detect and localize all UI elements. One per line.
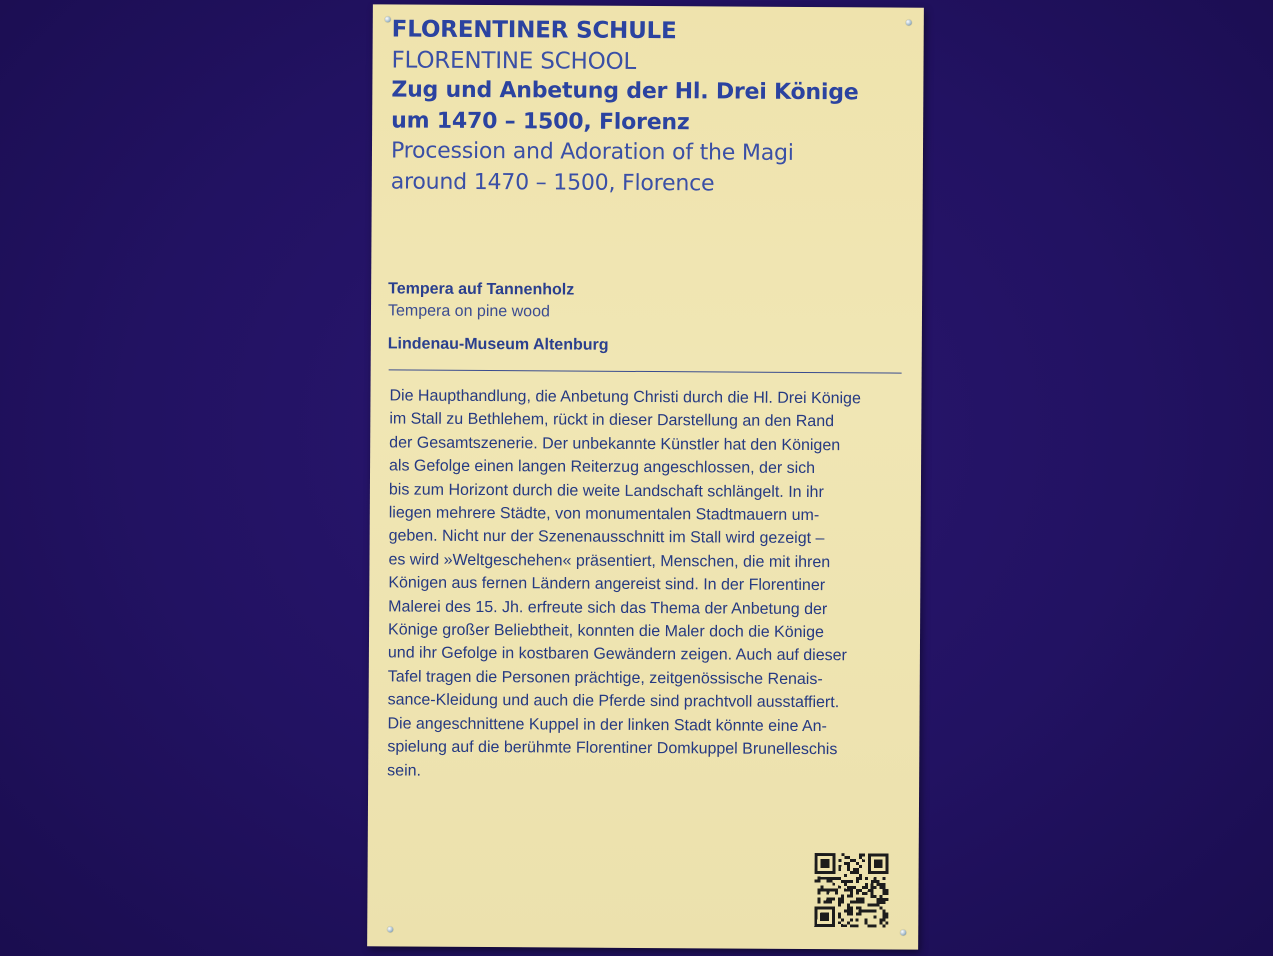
description-line: sance-Kleidung und auch die Pferde sind prachtvoll ausstaffiert. — [387, 691, 840, 712]
description-line: bis zum Horizont durch die weite Landschaft schlängelt. In ihr — [388, 481, 824, 501]
description-line: Könige großer Beliebtheit, konnten die Maler doch die Könige — [388, 621, 824, 642]
description-line: Die Haupthandlung, die Anbetung Christi durch die Hl. Drei Könige — [389, 387, 861, 408]
title-block — [391, 14, 912, 200]
description-line: Malerei des 15. Jh. erfreute sich das Thema der Anbetung der — [388, 598, 828, 618]
description-line: liegen mehrere Städte, von monumentalen Stadtmauern um- — [388, 504, 820, 525]
artist-german: FLORENTINER SCHULE — [391, 16, 677, 45]
medium-block — [388, 278, 908, 358]
description-line: im Stall zu Bethlehem, rückt in dieser Darstellung an den Rand — [389, 410, 835, 431]
title-german-line-1: Zug und Anbetung der Hl. Drei Könige — [391, 77, 859, 106]
description-line: Die angeschnittene Kuppel in der linken Stadt könnte eine An- — [387, 715, 827, 735]
artist-english: FLORENTINE SCHOOL — [391, 46, 637, 75]
pushpin-icon — [387, 926, 393, 932]
museum-label-panel — [367, 4, 924, 949]
pushpin-icon — [385, 16, 391, 22]
collection-name: Lindenau-Museum Altenburg — [387, 335, 609, 354]
qr-code-icon[interactable] — [814, 853, 888, 927]
pushpin-icon — [900, 930, 906, 936]
medium-german: Tempera auf Tannenholz — [388, 280, 575, 299]
description-line: spielung auf die berühmte Florentiner Domkuppel Brunelleschis — [387, 738, 838, 759]
title-german-line-2: um 1470 – 1500, Florenz — [391, 107, 690, 135]
description-line: der Gesamtszenerie. Der unbekannte Künstler hat den Königen — [389, 434, 841, 455]
description-line: Tafel tragen die Personen prächtige, zeitgenössische Renais- — [387, 668, 823, 688]
description-line: Königen aus fernen Ländern angereist sind. In der Florentiner — [388, 574, 826, 595]
medium-english: Tempera on pine wood — [387, 302, 550, 321]
description-line: es wird »Weltgeschehen« präsentiert, Menschen, die mit ihren — [388, 551, 831, 571]
description-line: geben. Nicht nur der Szenenausschnitt im Stall wird gezeigt – — [388, 527, 825, 548]
description-line: als Gefolge einen langen Reiterzug angeschlossen, der sich — [389, 457, 816, 478]
title-english-line-2: around 1470 – 1500, Florence — [390, 168, 715, 196]
title-english-line-1: Procession and Adoration of the Magi — [390, 138, 794, 166]
description-text — [387, 384, 904, 785]
description-line: sein. — [387, 761, 422, 780]
description-line: und ihr Gefolge in kostbaren Gewändern zeigen. Auch auf dieser — [387, 644, 847, 665]
divider-line — [389, 369, 902, 373]
